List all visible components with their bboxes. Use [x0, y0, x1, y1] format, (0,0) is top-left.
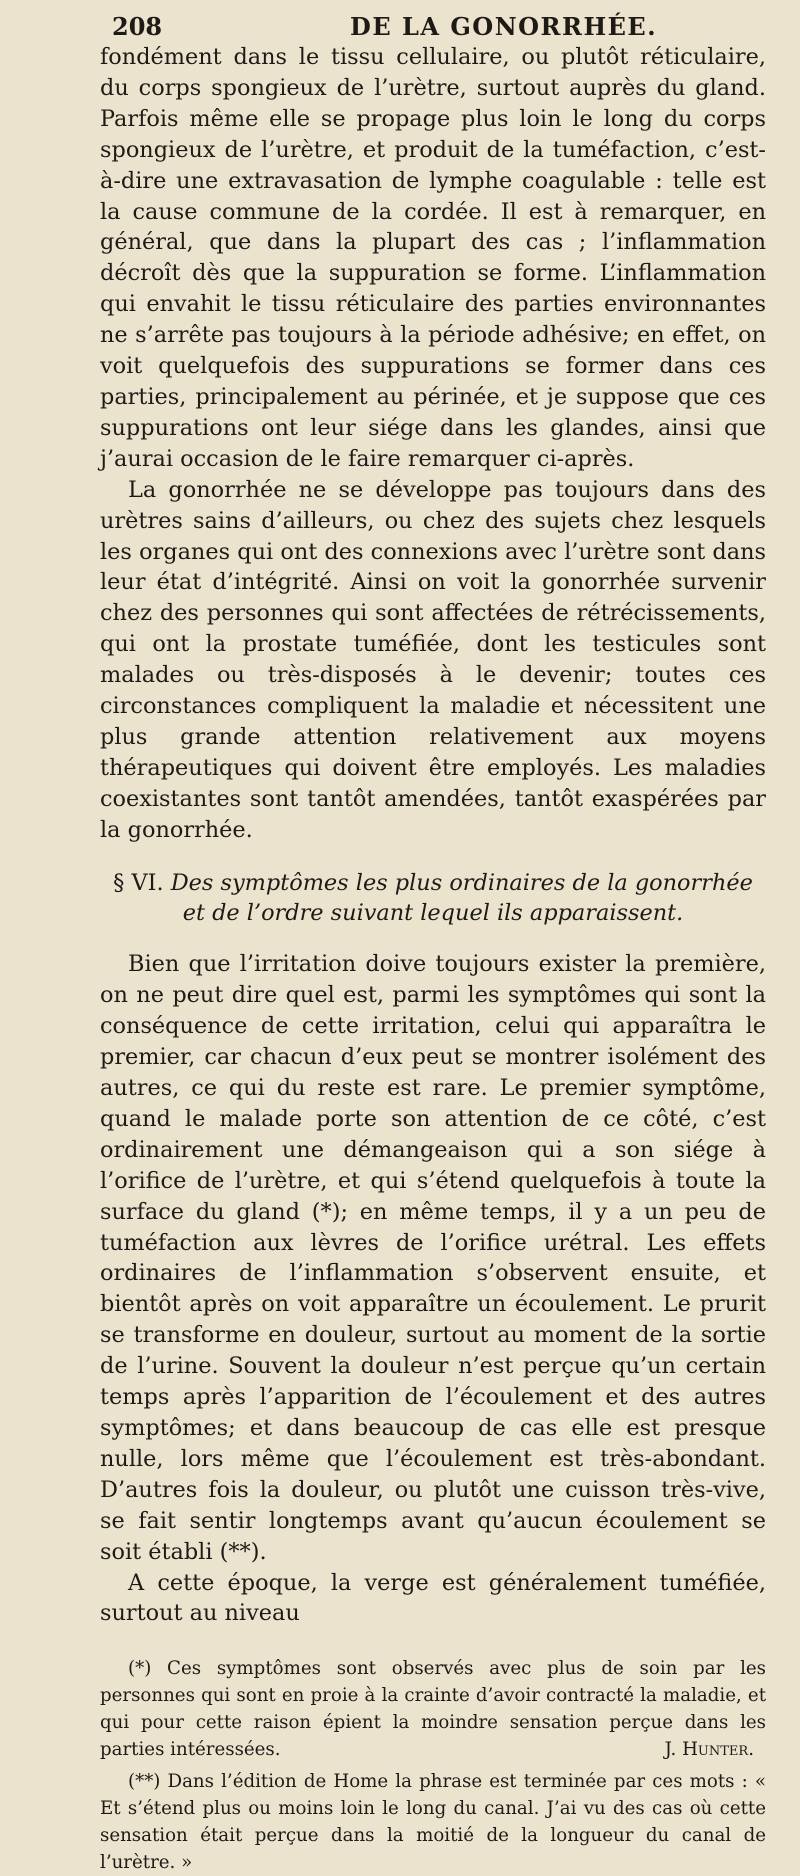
paragraph: Bien que l’irritation doive toujours exister la première, on ne peut dire quel est, parmi les symptômes qui sont la conséquence de cette irritation, celui qui apparaîtra le premier, car chacun d’eux peut se montrer isolément des autres, ce qui du reste est rare. Le premier symptôme, quand le malade porte son attention de ce côté, c’est ordinairement une démangeaison qui a son siége à l’orifice de l’urètre, et qui s’étend quelquefois à toute la surface du gland (*); en même temps, il y a un peu de tuméfaction aux lèvres de l’orifice urétral. Les effets ordinaires de l’inflammation s’observent ensuite, et bientôt après on voit apparaître un écoulement. Le prurit se transforme en douleur, surtout au moment de la sortie de l’urine. Souvent la douleur n’est perçue qu’un certain temps après l’apparition de l’écoulement et des autres symptômes; et dans beaucoup de cas elle est presque nulle, lors même que l’écoulement est très-abondant. D’autres fois la douleur, ou plutôt une cuisson très-vive, se fait sentir longtemps avant qu’aucun écoulement se soit établi (**). — [100, 951, 766, 1565]
section-title: Des symptômes les plus ordinaires de la gonorrhée et de l’ordre suivant lequel ils apparaissent. — [170, 869, 753, 927]
main-text — [100, 42, 766, 846]
footnote — [100, 1655, 766, 1763]
section-heading — [100, 868, 766, 930]
footnote-signature: J. Hunter. — [664, 1739, 754, 1761]
footnotes — [100, 1655, 766, 1876]
page-header — [100, 8, 766, 42]
paragraph-continued: fondément dans le tissu cellulaire, ou plutôt réticulaire, du corps spongieux de l’urètre, surtout auprès du gland. Parfois même elle se propage plus loin le long du corps spongieux de l’urètre, et produit de la tuméfaction, c’est-à-dire une extravasation de lymphe coagulable : telle est la cause commune de la cordée. Il est à remarquer, en général, que dans la plupart des cas ; l’inflammation décroît dès que la suppuration se forme. L’inflammation qui envahit le tissu réticulaire des parties environnantes ne s’arrête pas toujours à la période adhésive; en effet, on voit quelquefois des suppurations se former dans ces parties, principalement au périnée, et je suppose que ces suppurations ont leur siége dans les glandes, ainsi que j’aurai occasion de le faire remarquer ci-après. — [100, 44, 766, 472]
footnote-text: (*) Ces symptômes sont observés avec plus de soin par les personnes qui sont en proie à la crainte d’avoir contracté la maladie, et qui pour cette raison épient la moindre sensation perçue dans les parties intéressées. — [100, 1658, 766, 1761]
paragraph: A cette époque, la verge est généralement tuméfiée, surtout au niveau — [100, 1569, 766, 1627]
running-title: DE LA GONORRHÉE. — [350, 12, 658, 41]
footnote: (**) Dans l’édition de Home la phrase est terminée par ces mots : « Et s’étend plus ou moins loin le long du canal. J’ai vu des cas où cette sensation était perçue dans la moitié de la longueur du canal de l’urètre. » — [100, 1771, 766, 1874]
section-text — [100, 949, 766, 1629]
section-number: § VI. — [113, 869, 164, 896]
page-number: 208 — [112, 12, 163, 41]
paragraph: La gonorrhée ne se développe pas toujours dans des urètres sains d’ailleurs, ou chez des sujets chez lesquels les organes qui ont des connexions avec l’urètre sont dans leur état d’intégrité. Ainsi on voit la gonorrhée survenir chez des personnes qui sont affectées de rétrécissements, qui ont la prostate tuméfiée, dont les testicules sont malades ou très-disposés à le devenir; toutes ces circonstances compliquent la maladie et nécessitent une plus grande attention relativement aux moyens thérapeutiques qui doivent être employés. Les maladies coexistantes sont tantôt amendées, tantôt exaspérées par la gonorrhée. — [100, 476, 766, 843]
